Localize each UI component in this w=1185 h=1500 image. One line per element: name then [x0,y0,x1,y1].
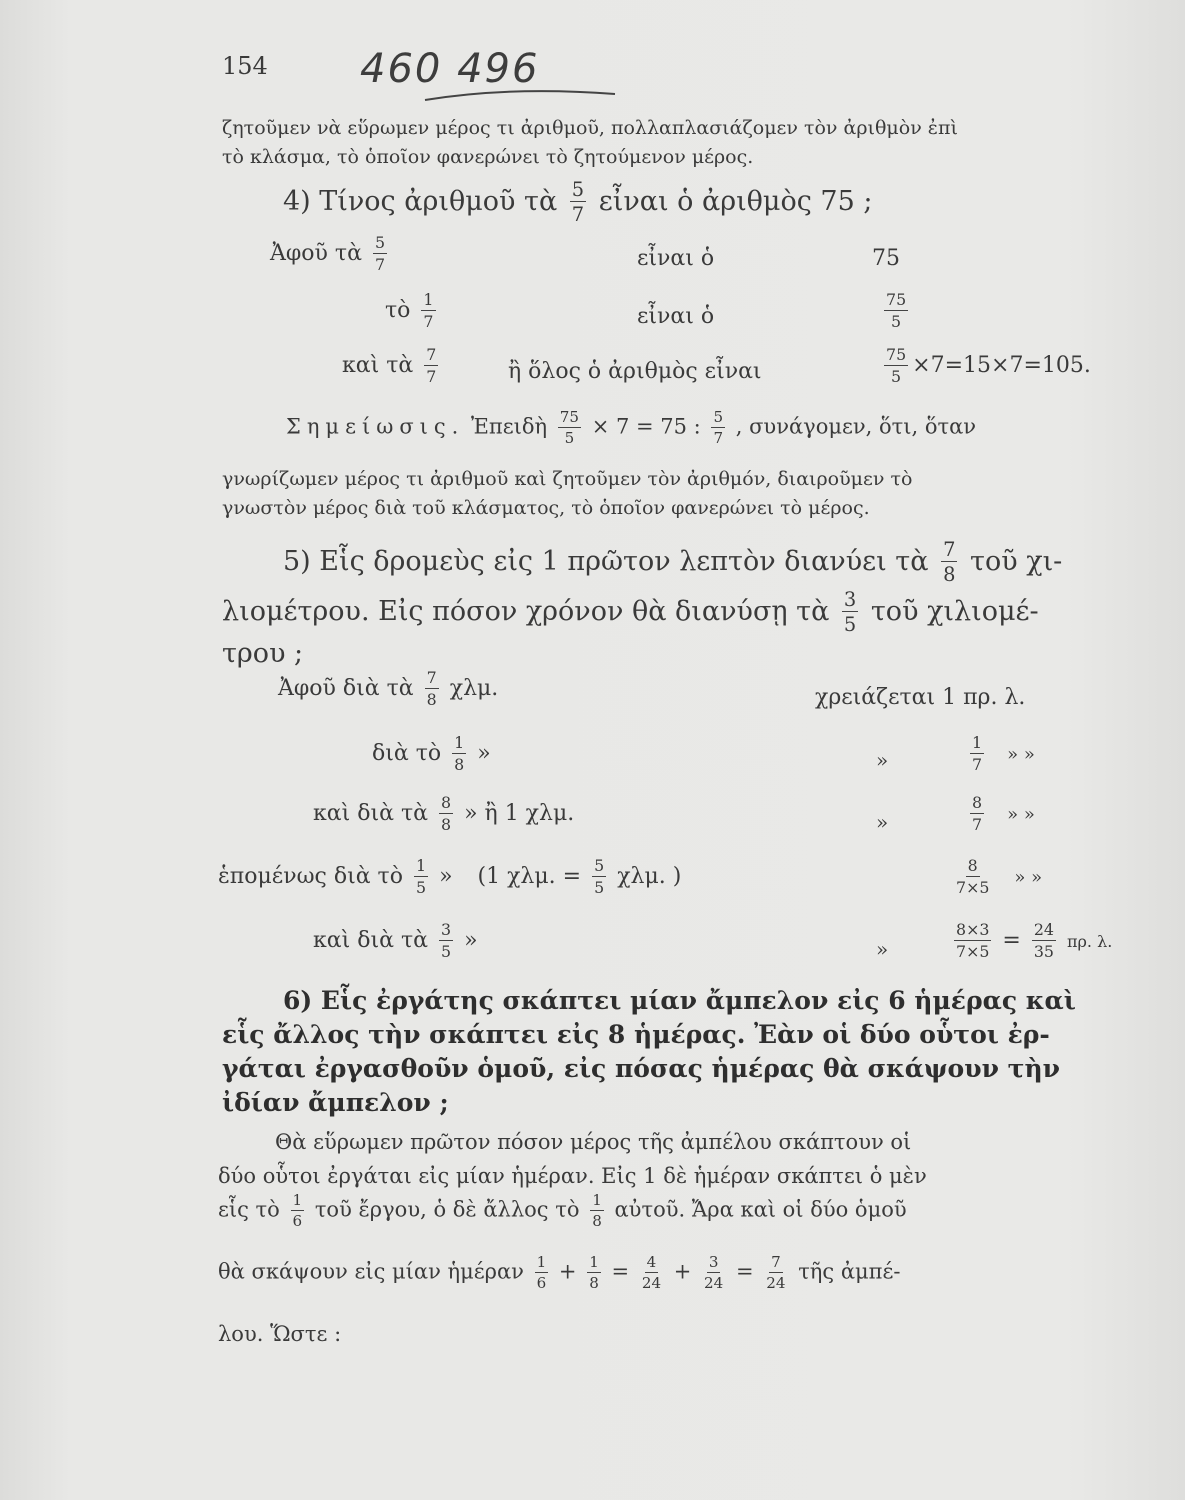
p5-step-4: ἑπομένως διὰ τὸ $\frac{1}{5}$ » (1 χλμ. = $\frac{5}{5}$ χλμ. ) [218,856,682,897]
fraction: $\frac{7}{8}$ [943,538,956,587]
note-line-3: γνωστὸν μέρος διὰ τοῦ κλάσματος, τὸ ὁποῖον φανερώνει τὸ μέρος. [222,497,870,519]
fraction: $\frac{75}{5}$ [559,408,579,448]
p6-body-4: θὰ σκάψουν εἰς μίαν ἡμέραν $\frac{1}{6}$ + $\frac{1}{8}$ = $\frac{4}{24}$ + $\frac{3}{24}$ = $\frac{7}{24}$ τῆς ἀμπέ- [218,1253,901,1293]
p4-row-3-mid: ἢ ὅλος ὁ ἀριθμὸς εἶναι [508,359,762,384]
fraction: $\frac{24}{35}$ [1033,920,1054,961]
p6-body-3: εἷς τὸ $\frac{1}{6}$ τοῦ ἔργου, ὁ δὲ ἄλλος τὸ $\frac{1}{8}$ αὐτοῦ. Ἄρα καὶ οἱ δύο ὁμοῦ [218,1191,907,1231]
fraction: $\frac{8}{7\times 5}$ [956,856,990,897]
problem-5-line-2: λιομέτρου. Εἰς πόσον χρόνον θὰ διανύσῃ τὰ $\frac{3}{5}$ τοῦ χιλιομέ- [222,588,1039,637]
problem-5-line-3: τρου ; [222,638,304,669]
fraction: $\frac{1}{6}$ [292,1191,303,1231]
intro-line-2: τὸ κλάσμα, τὸ ὁποῖον φανερώνει τὸ ζητούμενον μέρος. [222,146,754,168]
handwritten-underline [420,86,620,106]
page-number: 154 [222,52,268,80]
p4-row-2-mid: εἶναι ὁ [637,304,715,329]
p4-row-2: τὸ $\frac{1}{7}$ [385,290,434,331]
fraction: $\frac{8}{8}$ [440,793,452,834]
fraction: $\frac{1}{7}$ [972,733,983,774]
fraction: $\frac{5}{5}$ [594,856,605,897]
p4-row-3-val: $\frac{75}{5}$ ×7=15×7=105. [886,345,1091,386]
fraction: $\frac{4}{24}$ [641,1253,662,1293]
p6-body-1: Θὰ εὕρωμεν πρῶτον πόσον μέρος τῆς ἀμπέλου σκάπτουν οἱ [275,1130,912,1154]
fraction: $\frac{5}{7}$ [713,408,724,448]
fraction: $\frac{1}{8}$ [454,733,465,774]
p5-step-1-right: χρειάζεται 1 πρ. λ. [815,685,1026,710]
p5-step-4-right: $\frac{8}{7\times 5}$ » » [956,856,1043,897]
p6-body-5: λου. Ὥστε : [218,1322,342,1346]
p5-step-3-ditto: » [876,810,889,834]
p5-step-3-right: $\frac{8}{7}$ » » [972,793,1035,834]
fraction: $\frac{7}{24}$ [766,1253,786,1293]
fraction: $\frac{1}{6}$ [536,1253,547,1293]
fraction: $\frac{5}{7}$ [374,233,386,274]
problem-6-line-1: 6) Εἷς ἐργάτης σκάπτει μίαν ἄμπελον εἰς 6 ἡμέρας καὶ [283,986,1076,1015]
p5-step-5-ditto: » [876,937,889,961]
p5-step-2-ditto: » [876,748,889,772]
p4-row-2-val [880,292,912,330]
fraction: $\frac{7}{8}$ [426,668,437,709]
p5-step-2-right: $\frac{1}{7}$ » » [972,733,1035,774]
p6-body-2: δύο οὗτοι ἐργάται εἰς μίαν ἡμέραν. Εἰς 1 δὲ ἡμέραν σκάπτει ὁ μὲν [218,1164,927,1188]
problem-6-line-3: γάται ἐργασθοῦν ὁμοῦ, εἰς πόσας ἡμέρας θὰ σκάψουν τὴν [222,1054,1060,1083]
p5-step-2: διὰ τὸ $\frac{1}{8}$ » [372,733,491,774]
p5-step-1: Ἀφοῦ διὰ τὰ $\frac{7}{8}$ χλμ. [278,668,499,709]
fraction: $\frac{3}{5}$ [843,588,857,637]
fraction: $\frac{75}{5}$ [886,290,907,331]
p4-row-3: καὶ τὰ $\frac{7}{7}$ [342,345,437,386]
note-line-2: γνωρίζωμεν μέρος τι ἀριθμοῦ καὶ ζητοῦμεν τὸν ἀριθμόν, διαιροῦμεν τὸ [222,468,913,490]
p4-row-1: Ἀφοῦ τὰ $\frac{5}{7}$ [270,233,386,274]
problem-6-line-2: εἷς ἄλλος τὴν σκάπτει εἰς 8 ἡμέρας. Ἐὰν οἱ δύο οὗτοι ἐρ- [222,1020,1050,1049]
fraction: $\frac{1}{8}$ [589,1253,599,1293]
p5-step-5: καὶ διὰ τὰ $\frac{3}{5}$ » [313,920,478,961]
intro-line-1: ζητοῦμεν νὰ εὕρωμεν μέρος τι ἀριθμοῦ, πολλαπλασιάζομεν τὸν ἀριθμὸν ἐπὶ [222,117,958,139]
p4-row-1-val: 75 [872,246,900,271]
fraction: $\frac{7}{7}$ [426,345,437,386]
p4-row-1-mid: εἶναι ὁ [637,246,715,271]
fraction: $\frac{1}{8}$ [592,1191,602,1231]
problem-4-title: 4) Τίνος ἀριθμοῦ τὰ $\frac{5}{7}$ εἶναι ὁ ἀριθμὸς 75 ; [283,178,873,227]
p5-step-3: καὶ διὰ τὰ $\frac{8}{8}$ » ἢ 1 χλμ. [313,793,575,834]
fraction: $\frac{1}{5}$ [415,856,427,897]
problem-5-line-1: 5) Εἷς δρομεὺς εἰς 1 πρῶτον λεπτὸν διανύει τὰ $\frac{7}{8}$ τοῦ χι- [283,538,1063,587]
fraction: $\frac{3}{24}$ [704,1253,724,1293]
problem-6-line-4: ἰδίαν ἄμπελον ; [222,1088,449,1117]
fraction: $\frac{5}{7}$ [571,178,585,227]
fraction: $\frac{8}{7}$ [972,793,983,834]
fraction: $\frac{3}{5}$ [440,920,452,961]
handwritten-note: 460 496 [360,46,540,92]
fraction: $\frac{75}{5}$ [886,345,907,386]
note-line-1: Σημείωσις. Ἐπειδὴ $\frac{75}{5}$ × 7 = 75 : $\frac{5}{7}$ , συνάγομεν, ὅτι, ὅταν [286,408,977,448]
p5-step-5-right: $\frac{8\times 3}{7\times 5}$ = $\frac{24}{35}$ πρ. λ. [956,920,1113,961]
fraction: $\frac{8\times 3}{7\times 5}$ [956,920,990,961]
fraction: $\frac{1}{7}$ [423,290,434,331]
